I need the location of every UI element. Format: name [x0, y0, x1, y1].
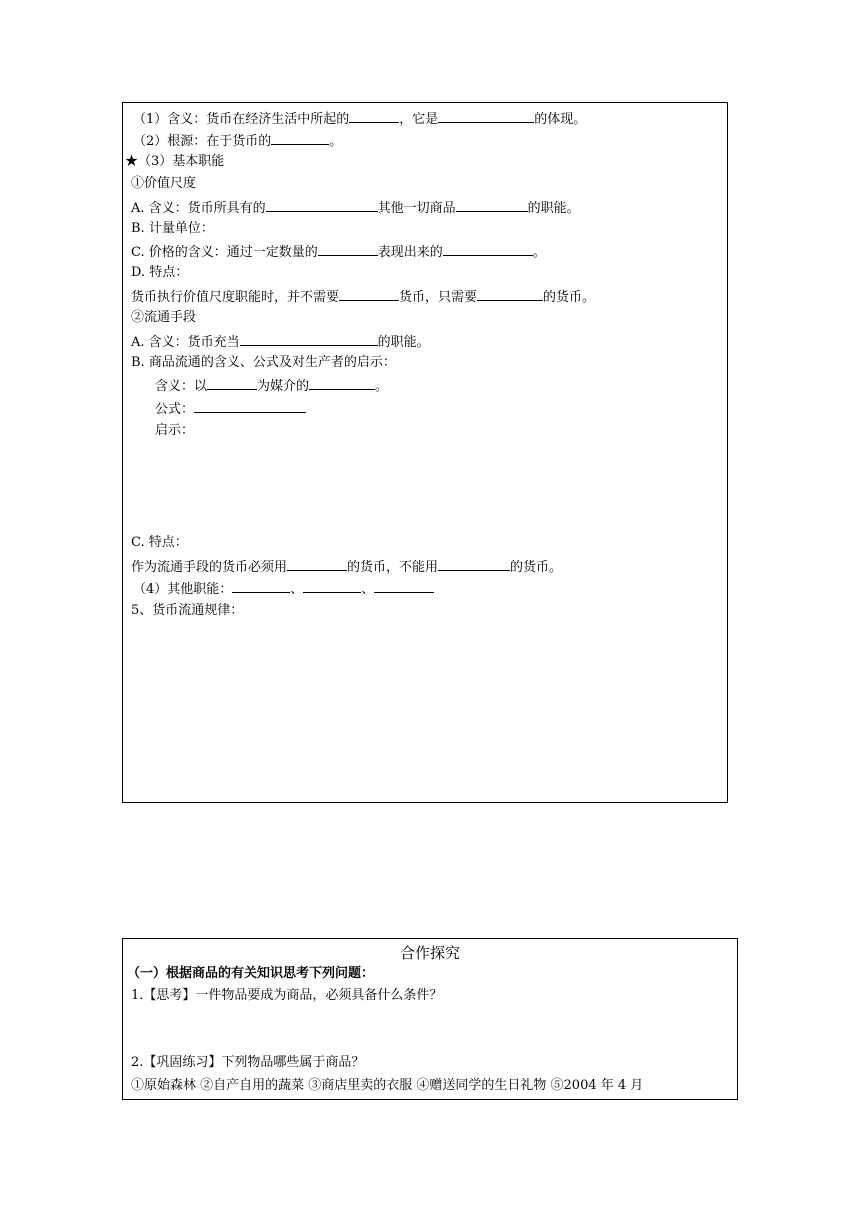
line-circulation-meaning: A. 含义：货币充当 的职能。 [131, 335, 430, 350]
blank [443, 243, 533, 256]
blank [303, 580, 361, 593]
blank [438, 110, 534, 123]
question-1: 1.【思考】一件物品要成为商品，必须具备什么条件？ [131, 988, 443, 1003]
line-a-meaning: A. 含义：货币所具有的 其他一切商品 的职能。 [131, 201, 580, 216]
blank [232, 580, 290, 593]
line-feature-d: D. 特点： [131, 265, 189, 280]
line-value-measure-feature: 货币执行价值尺度职能时，并不需要 货币，只需要 的货币。 [131, 290, 596, 305]
line-value-measure: ①价值尺度 [131, 176, 197, 191]
blank [339, 288, 399, 301]
blank [349, 110, 399, 123]
blank [456, 199, 528, 212]
question-2: 2.【巩固练习】下列物品哪些属于商品？ [131, 1055, 365, 1070]
blank [318, 243, 378, 256]
line-origin: （2）根源：在于货币的 。 [133, 134, 343, 149]
blank [207, 377, 257, 390]
line-basic-functions: ★（3）基本职能 [125, 154, 225, 169]
line-circulation-definition: 含义：以 为媒介的 。 [155, 379, 389, 394]
line-price-meaning: C. 价格的含义：通过一定数量的 表现出来的 。 [131, 245, 546, 260]
line-other-functions: （4）其他职能： 、 、 [133, 580, 434, 598]
line-money-circulation-law: 5、货币流通规律： [131, 603, 244, 618]
blank [477, 288, 543, 301]
knowledge-box [122, 102, 728, 803]
line-feature-c: C. 特点： [131, 535, 188, 550]
line-formula: 公式： [155, 400, 306, 418]
line-circulation-feature: 作为流通手段的货币必须用 的货币，不能用 的货币。 [131, 560, 563, 575]
blank [271, 132, 329, 145]
blank [374, 580, 434, 593]
blank [438, 558, 510, 571]
blank [287, 558, 347, 571]
subsection-heading: （一）根据商品的有关知识思考下列问题： [127, 966, 375, 981]
line-meaning: （1）含义：货币在经济生活中所起的 ，它是 的体现。 [133, 112, 587, 127]
line-circulation-means: ②流通手段 [131, 310, 197, 325]
question-2-options: ①原始森林 ②自产自用的蔬菜 ③商店里卖的衣服 ④赠送同学的生日礼物 ⑤2004 年 4 月 [131, 1078, 644, 1093]
line-commodity-circulation: B. 商品流通的含义、公式及对生产者的启示： [131, 355, 396, 370]
section-title: 合作探究 [399, 944, 460, 962]
cooperative-inquiry-box [122, 938, 738, 1100]
blank [240, 333, 378, 346]
blank [266, 199, 378, 212]
blank [309, 377, 375, 390]
line-unit: B. 计量单位： [131, 221, 214, 236]
blank [194, 400, 306, 413]
line-inspiration: 启示： [155, 423, 195, 438]
